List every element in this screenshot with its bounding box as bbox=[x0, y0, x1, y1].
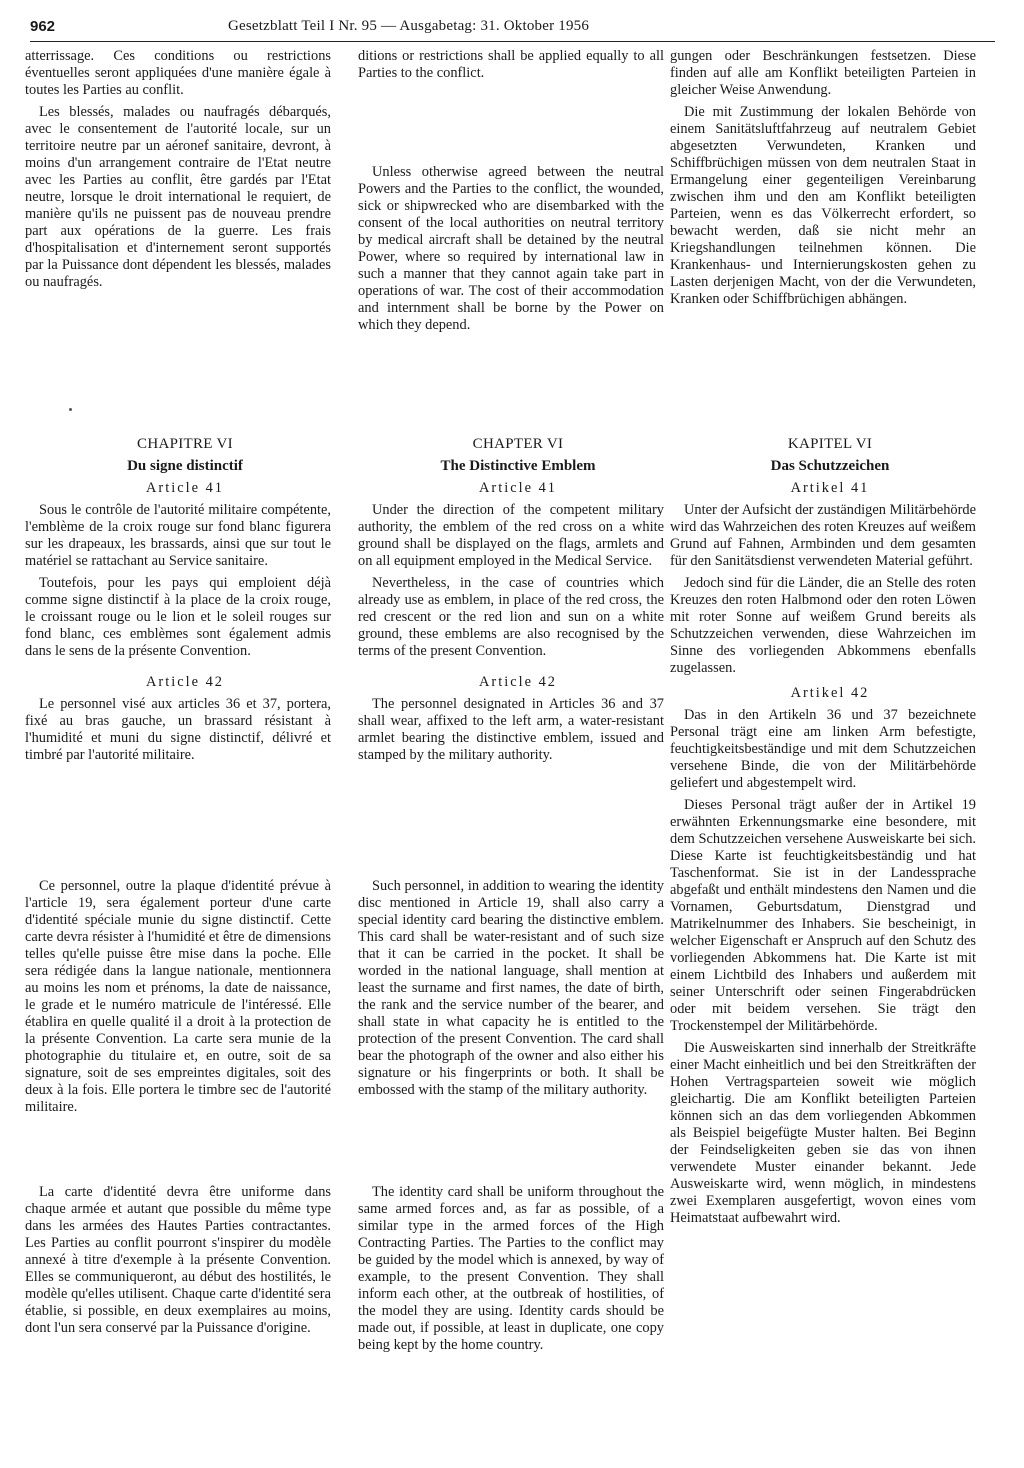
paragraph: Le personnel visé aux articles 36 et 37, portera, fixé au bras gauche, un brassard résistant à l'humidité et muni du signe distinctif, délivré et timbré par l'autorité militaire. bbox=[25, 696, 331, 763]
paragraph: Such personnel, in addition to wearing the identity disc mentioned in Article 19, shall also carry a special identity card bearing the distinctive emblem. This card shall be water-resistant and of such size that it can be carried in the pocket. It shall be worded in the national language, shall mention at least the surname and first names, the date of birth, the rank and the service number of the bearer, and shall state in what capacity he is entitled to the protection of the present Convention. The card shall bear the photograph of the owner and also either his signature or his fingerprints or both. It shall be embossed with the stamp of the military authority. bbox=[358, 878, 664, 1098]
paragraph: Unter der Aufsicht der zuständigen Militärbehörde wird das Wahrzeichen des roten Kreuzes auf weißem Grund auf Fahnen, Armbinden und dem gesamten für den Sanitätsdienst verwendeten Material geführt. bbox=[670, 502, 976, 569]
english-chapter bbox=[358, 436, 664, 769]
paragraph: Jedoch sind für die Länder, die an Stelle des roten Kreuzes den roten Halbmond oder den roten Löwen mit roter Sonne auf weißem Grund bereits als Schutzzeichen verwenden, diese Wahrzeichen im Sinne des vorliegenden Abkommens ebenfalls zugelassen. bbox=[670, 575, 976, 676]
paragraph: gungen oder Beschränkungen festsetzen. Diese finden auf alle am Konflikt beteiligten Parteien in gleicher Weise Anwendung. bbox=[670, 48, 976, 98]
column-german bbox=[670, 48, 976, 1448]
paragraph: Nevertheless, in the case of countries which already use as emblem, in place of the red cross, the red crescent or the red lion and sun on a white ground, these emblems are also recognised by the terms of the present Convention. bbox=[358, 575, 664, 659]
article-42-heading: Artikel 42 bbox=[790, 685, 870, 701]
article-42-heading: Article 42 bbox=[479, 674, 557, 690]
running-title: Gesetzblatt Teil I Nr. 95 — Ausgabetag: 31. Oktober 1956 bbox=[228, 18, 590, 34]
french-chapter bbox=[25, 436, 331, 769]
chapter-heading: CHAPTER VI bbox=[472, 436, 564, 452]
paragraph: Das in den Artikeln 36 und 37 bezeichnete Personal trägt eine am linken Arm befestigte, feuchtigkeitsbeständige und mit dem Schutzzeichen versehene Binde, die von der Militärbehörde geliefert und abgestempelt wird. bbox=[670, 707, 976, 791]
french-top-text bbox=[25, 48, 331, 296]
paragraph: Sous le contrôle de l'autorité militaire compétente, l'emblème de la croix rouge sur fond blanc figurera sur les drapeaux, les brassards, ainsi que sur tout le matériel se rattachant au Service sanitaire. bbox=[25, 502, 331, 569]
article-41-heading: Article 41 bbox=[479, 480, 557, 496]
chapter-title: Das Schutzzeichen bbox=[770, 458, 890, 474]
paragraph: The personnel designated in Articles 36 and 37 shall wear, affixed to the left arm, a water-resistant armlet bearing the distinctive emblem, issued and stamped by the military authority. bbox=[358, 696, 664, 763]
english-article-42-uniform bbox=[358, 1184, 664, 1359]
column-english bbox=[358, 48, 664, 1448]
english-top-text-2 bbox=[358, 164, 664, 339]
paragraph: Unless otherwise agreed between the neutral Powers and the Parties to the conflict, the wounded, sick or shipwrecked who are disembarked with the consent of the local authorities on neutral territory by medical aircraft shall be detained by the neutral Power, where so required by international law in such a manner that they cannot again take part in operations of war. The cost of their accommodation and internment shall be borne by the Power on which they depend. bbox=[358, 164, 664, 333]
page-header bbox=[30, 16, 992, 44]
chapter-title: The Distinctive Emblem bbox=[440, 458, 596, 474]
english-top-text bbox=[358, 48, 664, 87]
article-42-heading: Article 42 bbox=[146, 674, 224, 690]
paragraph: Die mit Zustimmung der lokalen Behörde von einem Sanitätsluftfahrzeug auf neutralem Gebiet abgesetzten Verwundeten, Kranken und Schiffbrüchigen müssen von dem neutralen Staat in Ermangelung einer gegenteiligen Vereinbarung zwischen ihm und den am Konflikt beteiligten Parteien, wenn es das Völkerrecht erfordert, so bewacht werden, daß sie nicht mehr an Kriegshandlungen teilnehmen können. Die Krankenhaus- und Internierungskosten gehen zu Lasten derjenigen Macht, von der die Verwundeten, Kranken oder Schiffbrüchigen abhängen. bbox=[670, 104, 976, 307]
paragraph: The identity card shall be uniform throughout the same armed forces and, as far as possible, of a similar type in the armed forces of the High Contracting Parties. The Parties to the conflict may be guided by the model which is annexed, by way of example, to the present Convention. They shall inform each other, at the outbreak of hostilities, of the model they are using. Identity cards should be made out, if possible, at least in duplicate, one copy being kept by the home country. bbox=[358, 1184, 664, 1353]
article-41-heading: Artikel 41 bbox=[790, 480, 870, 496]
paragraph: La carte d'identité devra être uniforme dans chaque armée et autant que possible du même type dans les armées des Hautes Parties contractantes. Les Parties au conflit pourront s'inspirer du modèle annexé à titre d'exemple à la présente Convention. Elles se communiqueront, au début des hostilités, le modèle qu'elles utilisent. Chaque carte d'identité sera établie, si possible, en deux exemplaires au moins, dont l'un sera conservé par la Puissance d'origine. bbox=[25, 1184, 331, 1336]
paragraph: Les blessés, malades ou naufragés débarqués, avec le consentement de l'autorité locale, sur un territoire neutre par un aéronef sanitaire, devront, à moins d'un arrangement contraire de l'Etat neutre avec les Parties au conflit, être gardés par l'Etat neutre, lorsque le droit international le requiert, de manière qu'ils ne puissent pas de nouveau prendre part aux opérations de la guerre. Les frais d'hospitalisation et d'internement seront supportés par la Puissance dont dépendent les blessés, malades ou naufragés. bbox=[25, 104, 331, 290]
article-41-heading: Article 41 bbox=[146, 480, 224, 496]
french-article-42-card bbox=[25, 878, 331, 1121]
paragraph: Dieses Personal trägt außer der in Artikel 19 erwähnten Erkennungsmarke eine besondere, mit dem Schutzzeichen versehene Ausweiskarte bei sich. Diese Karte ist feuchtigkeitsbeständig und hat Taschenformat. Sie ist in der Landessprache abgefaßt und enthält mindestens den Namen und die Vornamen, Geburtsdatum, Dienstgrad und Matrikelnummer des Inhabers. Sie bescheinigt, in welcher Eigenschaft er Anspruch auf den Schutz des vorliegenden Abkommens hat. Die Karte ist mit einem Lichtbild des Inhabers und außerdem mit seiner Unterschrift oder seinen Fingerabdrücken oder mit beidem versehen. Sie trägt den Trockenstempel der Militärbehörde. bbox=[670, 797, 976, 1034]
chapter-heading: CHAPITRE VI bbox=[137, 436, 233, 452]
paragraph: ditions or restrictions shall be applied equally to all Parties to the conflict. bbox=[358, 48, 664, 81]
page-number: 962 bbox=[30, 18, 56, 35]
german-chapter bbox=[670, 436, 976, 1232]
german-top-text bbox=[670, 48, 976, 313]
chapter-title: Du signe distinctif bbox=[127, 458, 243, 474]
french-article-42-uniform bbox=[25, 1184, 331, 1342]
column-french bbox=[25, 48, 331, 1448]
paragraph: Under the direction of the competent military authority, the emblem of the red cross on a white ground shall be displayed on the flags, armlets and on all equipment employed in the Medical Service. bbox=[358, 502, 664, 569]
paragraph: Toutefois, pour les pays qui emploient déjà comme signe distinctif à la place de la croix rouge, le croissant rouge ou le lion et le soleil rouges sur fond blanc, ces emblèmes sont également admis dans le sens de la présente Convention. bbox=[25, 575, 331, 659]
chapter-heading: KAPITEL VI bbox=[787, 436, 873, 452]
paragraph: atterrissage. Ces conditions ou restrictions éventuelles seront appliquées d'une manière égale à toutes les Parties au conflit. bbox=[25, 48, 331, 98]
paragraph: Die Ausweiskarten sind innerhalb der Streitkräfte einer Macht einheitlich und bei den Streitkräften der Hohen Vertragsparteien soweit wie möglich gleichartig. Die am Konflikt beteiligten Parteien können sich an das dem vorliegenden Abkommen als Beispiel beigefügte Muster halten. Bei Beginn der Feindseligkeiten geben sie das von ihnen verwendete Muster einander bekannt. Jede Ausweiskarte wird, wenn möglich, in mindestens zwei Exemplaren ausgefertigt, wovon eines vom Heimatstaat aufbewahrt wird. bbox=[670, 1040, 976, 1226]
paragraph: Ce personnel, outre la plaque d'identité prévue à l'article 19, sera également porteur d'une carte d'identité spéciale munie du signe distinctif. Cette carte devra résister à l'humidité et être de dimensions telles qu'elle puisse être mise dans la poche. Elle sera rédigée dans la langue nationale, mentionnera au moins les nom et prénoms, la date de naissance, le grade et le numéro matricule de l'intéressé. Elle établira en quelle qualité il a droit à la protection de la présente Convention. La carte sera munie de la photographie du titulaire et, en outre, soit de sa signature, soit de ses empreintes digitales, soit des deux à la fois. Elle portera le timbre sec de l'autorité militaire. bbox=[25, 878, 331, 1115]
header-rule bbox=[30, 41, 995, 42]
english-article-42-card bbox=[358, 878, 664, 1104]
